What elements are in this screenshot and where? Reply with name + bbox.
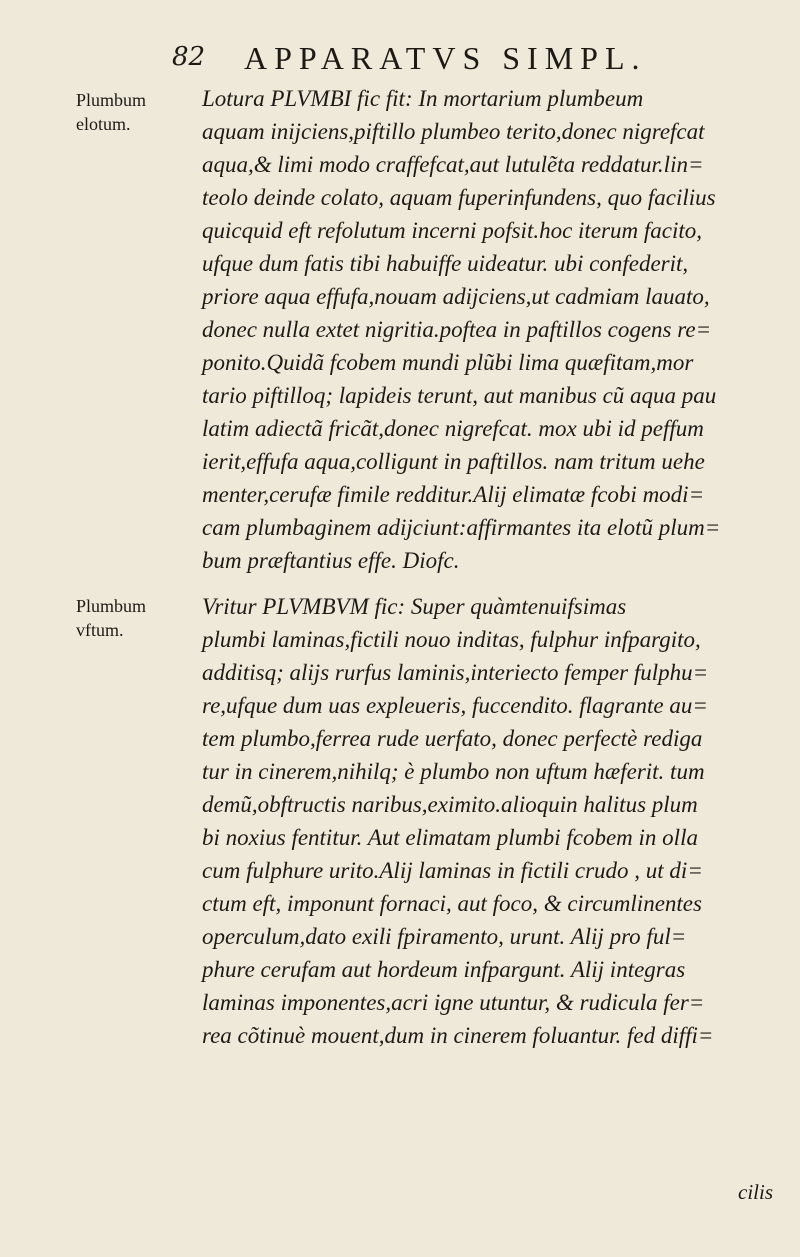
text-line: aquam inijciens,piftillo plumbeo terito,donec nigrefcat [202,119,705,144]
page-number: 82 [172,42,206,72]
text-line: quicquid eft refolutum incerni pofsit.hoc iterum facito, [202,218,702,243]
text-line: ierit,effufa aqua,colligunt in paftillos. nam tritum uehe [202,449,705,474]
text-line: tem plumbo,ferrea rude uerfato, donec perfectè rediga [202,726,703,751]
text-line: ponito.Quidã fcobem mundi plũbi lima quæfitam,mor [202,350,694,375]
text-line: priore aqua effufa,nouam adijciens,ut cadmiam lauato, [202,284,710,309]
running-head: APPARATVS SIMPL. [244,40,647,76]
text-line: rea cõtinuè mouent,dum in cinerem foluantur. fed diffi= [202,1023,714,1048]
text-line: tur in cinerem,nihilq; è plumbo non uftum hæferit. tum [202,759,705,784]
text-line: bum præftantius effe. Diofc. [202,548,460,573]
text-line: operculum,dato exili fpiramento, urunt. Alij pro ful= [202,924,687,949]
catchword: cilis [738,1180,773,1204]
text-line: ctum eft, imponunt fornaci, aut foco, & circumlinentes [202,891,702,916]
text-line: tario piftilloq; lapideis terunt, aut manibus cũ aqua pau [202,383,717,408]
text-line: latim adiectã fricãt,donec nigrefcat. mox ubi id peffum [202,416,704,441]
text-line: laminas imponentes,acri igne utuntur, & rudicula fer= [202,990,705,1015]
text-line: phure cerufam aut hordeum infpargunt. Alij integras [202,957,686,982]
text-line: menter,cerufæ fimile redditur.Alij elimatæ fcobi modi= [202,482,705,507]
margin-note-plumbum-elotum: Plumbum elotum. [76,90,147,134]
text-line: bi noxius fentitur. Aut elimatam plumbi fcobem in olla [202,825,698,850]
text-line: cam plumbaginem adijciunt:affirmantes ita elotũ plum= [202,515,721,540]
text-line: teolo deinde colato, aquam fuperinfundens, quo facilius [202,185,716,210]
text-line: demũ,obftructis naribus,eximito.alioquin halitus plum [202,792,698,817]
text-line: Lotura PLVMBI fic fit: In mortarium plumbeum [202,86,644,111]
text-line: donec nulla extet nigritia.poftea in paftillos cogens re= [202,317,712,342]
text-line: ufque dum fatis tibi habuiffe uideatur. ubi confederit, [202,251,689,276]
text-line: cum fulphure urito.Alij laminas in fictili crudo , ut di= [202,858,703,883]
text-line: aqua,& limi modo craffefcat,aut lutulẽta reddatur.lin= [202,152,704,177]
text-line: plumbi laminas,fictili nouo inditas, fulphur infpargito, [202,627,701,652]
text-line: Vritur PLVMBVM fic: Super quàmtenuifsimas [202,594,627,619]
text-line: re,ufque dum uas expleueris, fuccendito. flagrante au= [202,693,708,718]
page-header [0,40,800,80]
text-line: additisq; alijs rurfus laminis,interiecto femper fulphu= [202,660,709,685]
margin-note-plumbum-ustum: Plumbum vftum. [76,596,147,640]
